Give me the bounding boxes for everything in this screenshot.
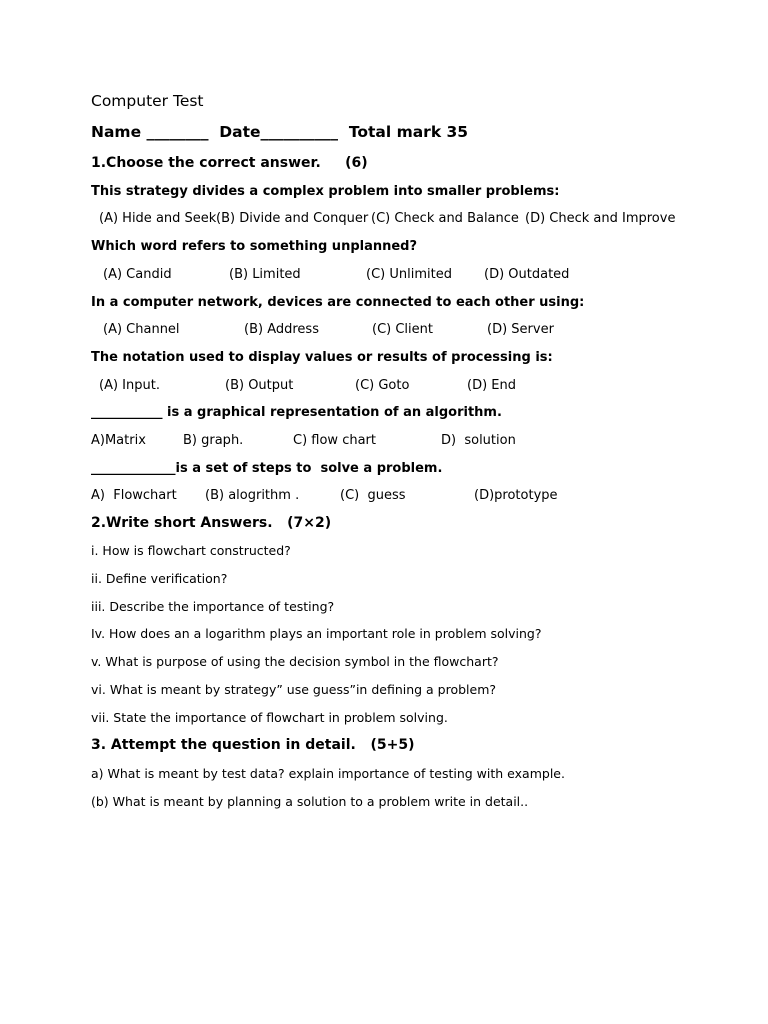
short-answer-item: i. How is flowchart constructed?	[91, 543, 291, 558]
question-4: The notation used to display values or results of processing is:	[91, 350, 553, 365]
option-a: (A) Input.	[99, 378, 160, 393]
student-info-line: Name ________ Date__________ Total mark 35	[91, 123, 469, 141]
detail-question-a: a) What is meant by test data? explain importance of testing with example.	[91, 766, 565, 781]
question-2: Which word refers to something unplanned?	[91, 239, 418, 254]
option-c: (C) Unlimited	[366, 267, 452, 282]
short-answer-item: Iv. How does an a logarithm plays an important role in problem solving?	[91, 626, 542, 641]
option-a: (A) Candid	[103, 267, 172, 282]
option-b: (B) alogrithm .	[205, 488, 300, 503]
paper-title: Computer Test	[91, 92, 204, 110]
option-c: (C) Goto	[355, 378, 410, 393]
option-c: (C) guess	[340, 488, 406, 503]
option-a: (A) Hide and Seek	[99, 211, 217, 226]
option-b: (B) Address	[244, 322, 319, 337]
option-c: C) flow chart	[293, 433, 376, 448]
option-b: (B) Output	[225, 378, 294, 393]
option-d: (D) Outdated	[484, 267, 570, 282]
short-answer-item: vii. State the importance of flowchart in problem solving.	[91, 710, 448, 725]
option-a: (A) Channel	[103, 322, 180, 337]
option-c: (C) Check and Balance	[371, 211, 519, 226]
detail-question-b: (b) What is meant by planning a solution to a problem write in detail..	[91, 794, 529, 809]
option-a: A) Flowchart	[91, 488, 177, 503]
option-b: (B) Divide and Conquer	[216, 211, 369, 226]
short-answer-item: vi. What is meant by strategy” use guess”in defining a problem?	[91, 682, 497, 697]
section-3-heading: 3. Attempt the question in detail. (5+5)	[91, 737, 415, 753]
option-c: (C) Client	[372, 322, 433, 337]
option-d: (D) End	[467, 378, 516, 393]
short-answer-item: ii. Define verification?	[91, 571, 228, 586]
option-d: (D) Check and Improve	[525, 211, 676, 226]
option-d: (D) Server	[487, 322, 554, 337]
question-3: In a computer network, devices are connected to each other using:	[91, 295, 585, 310]
option-b: B) graph.	[183, 433, 244, 448]
section-2-heading: 2.Write short Answers. (7×2)	[91, 515, 332, 531]
option-a: A)Matrix	[91, 433, 146, 448]
short-answer-item: iii. Describe the importance of testing?	[91, 599, 335, 614]
option-d: D) solution	[441, 433, 516, 448]
question-6: _____________is a set of steps to solve a problem.	[91, 461, 443, 476]
option-d: (D)prototype	[474, 488, 558, 503]
section-1-heading: 1.Choose the correct answer. (6)	[91, 155, 368, 171]
question-5: ___________ is a graphical representation of an algorithm.	[91, 405, 502, 420]
option-b: (B) Limited	[229, 267, 301, 282]
question-1: This strategy divides a complex problem into smaller problems:	[91, 184, 560, 199]
short-answer-item: v. What is purpose of using the decision symbol in the flowchart?	[91, 654, 499, 669]
